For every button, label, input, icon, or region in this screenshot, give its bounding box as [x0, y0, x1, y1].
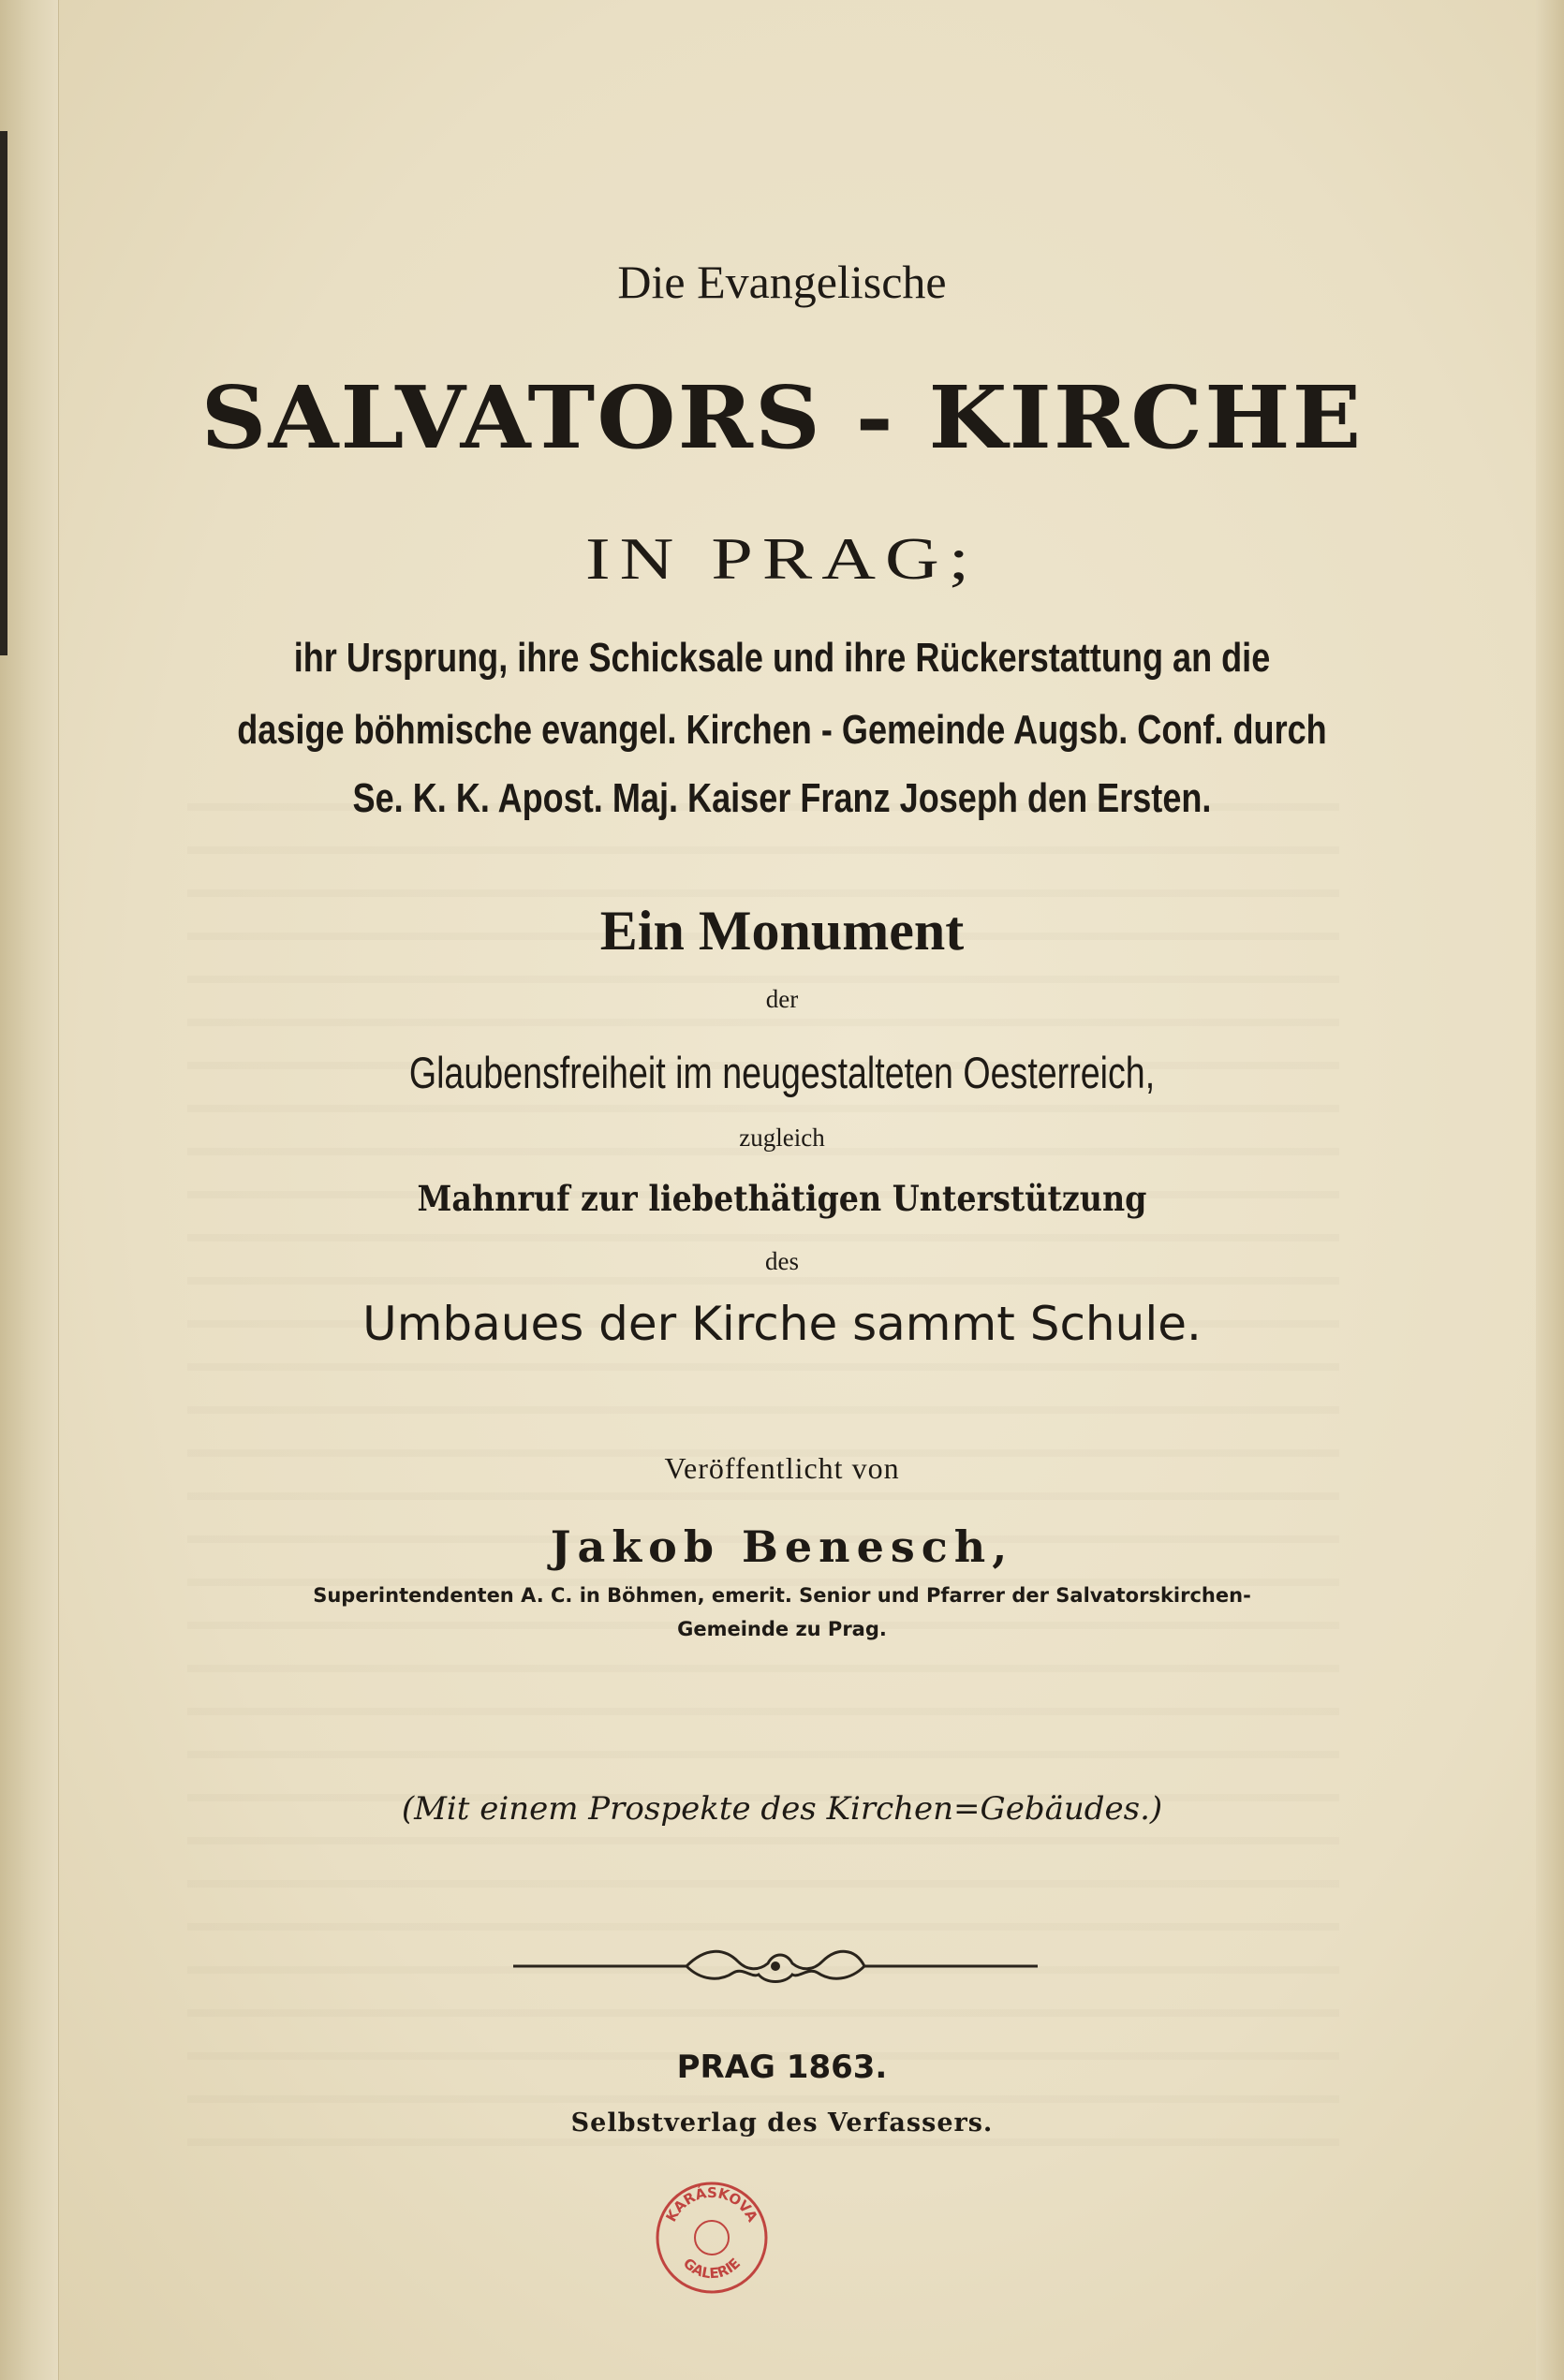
glaubensfreiheit-line: Glaubensfreiheit im neugestalteten Oesterreich,: [408, 1048, 1156, 1097]
mahnruf-line: Mahnruf zur liebethätigen Unterstützung: [417, 1178, 1147, 1219]
main-title: SALVATORS - KIRCHE: [200, 367, 1364, 468]
subtitle-line-3: Se. K. K. Apost. Maj. Kaiser Franz Joseph den Ersten.: [352, 775, 1212, 821]
imprint-place-year: PRAG 1863.: [676, 2049, 888, 2086]
imprint-publisher: Selbstverlag des Verfassers.: [570, 2108, 994, 2138]
published-by: Veröffentlicht von: [664, 1451, 900, 1485]
monument-heading: Ein Monument: [599, 900, 965, 962]
ornament-divider-icon: [513, 1943, 1038, 1990]
title-line-1: Die Evangelische: [617, 256, 947, 308]
author-name: Jakob Benesch,: [550, 1521, 1014, 1572]
stamp-text-bottom: GALERIE: [679, 2255, 745, 2283]
stamp-text-top: KARÁSKOVA: [662, 2183, 761, 2226]
subtitle-line-2: dasige böhmische evangel. Kirchen - Gemeinde Augsb. Conf. durch: [237, 707, 1327, 753]
connector-zugleich: zugleich: [739, 1124, 825, 1152]
handwritten-note: (Mit einem Prospekte des Kirchen=Gebäudes.): [401, 1790, 1163, 1828]
page-edge: [1536, 0, 1564, 2380]
subtitle-line-1: ihr Ursprung, ihre Schicksale und ihre Rückerstattung an die: [293, 635, 1271, 681]
connector-des: des: [765, 1247, 799, 1275]
library-stamp-icon: [651, 2177, 773, 2299]
author-info-line-2: Gemeinde zu Prag.: [677, 1618, 887, 1640]
title-location: IN PRAG;: [584, 525, 980, 592]
author-info-line-1: Superintendenten A. C. in Böhmen, emerit. Senior und Pfarrer der Salvatorskirchen-: [313, 1584, 1251, 1607]
svg-text:GALERIE: [680, 2255, 744, 2282]
binding-spine: [0, 0, 59, 2380]
svg-text:KARÁSKOVA: [662, 2183, 760, 2225]
connector-der: der: [765, 985, 799, 1013]
umbaues-line: Umbaues der Kirche sammt Schule.: [362, 1297, 1202, 1351]
